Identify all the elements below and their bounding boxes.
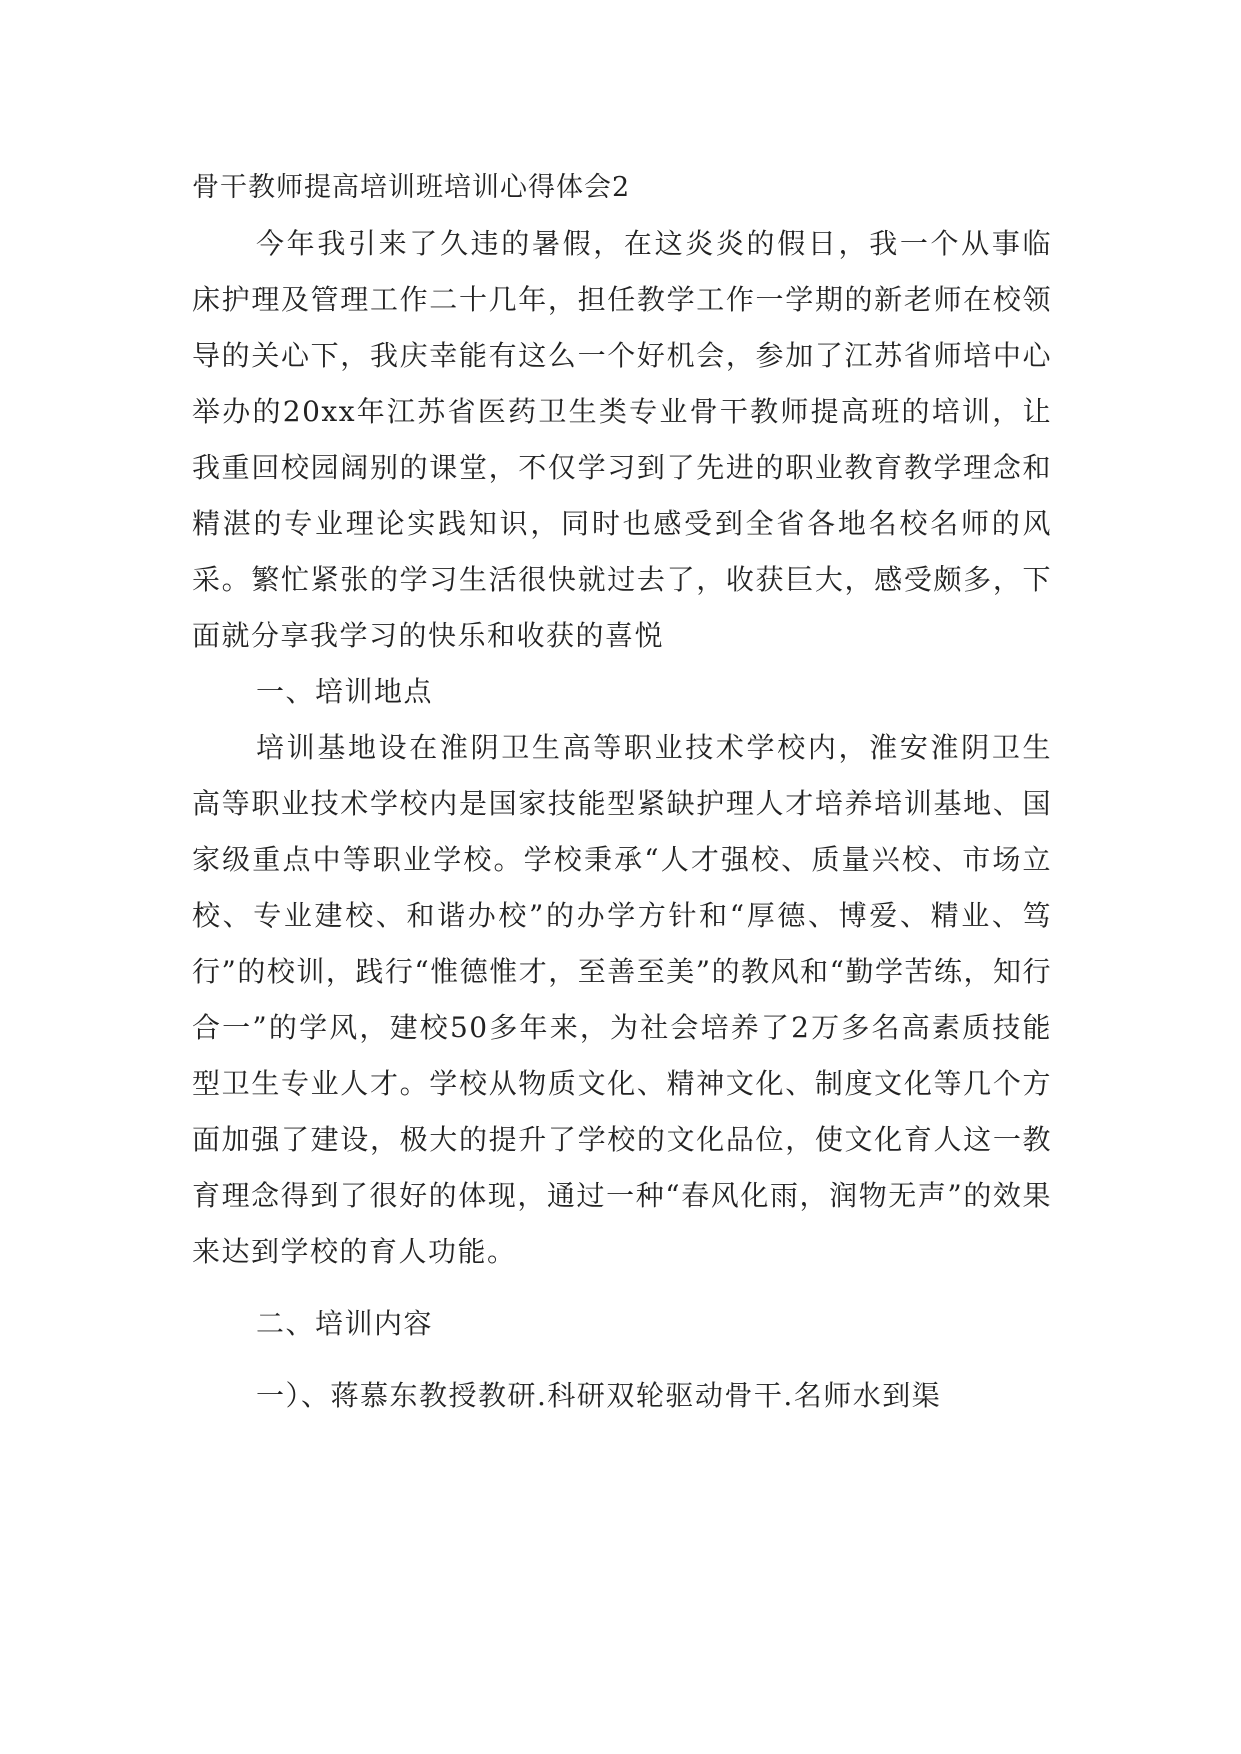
paragraph-gap: [192, 1280, 1052, 1296]
content-subsection-1: 一）、蒋慕东教授教研.科研双轮驱动骨干.名师水到渠: [256, 1379, 942, 1412]
section-heading-location: 一、培训地点: [256, 675, 434, 708]
section-heading-content: 二、培训内容: [256, 1307, 434, 1340]
location-paragraph: 培训基地设在淮阴卫生高等职业技术学校内，淮安淮阴卫生高等职业技术学校内是国家技能型紧缺护理人才培养培训基地、国家级重点中等职业学校。学校秉承“人才强校、质量兴校、市场立校、专业建校、和谐办校”的办学方针和“厚德、博爱、精业、笃行”的校训，践行“惟德惟才，至善至美”的教风和“勤学苦练，知行合一”的学风，建校50多年来，为社会培养了2万多名高素质技能型卫生专业人才。学校从物质文化、精神文化、制度文化等几个方面加强了建设，极大的提升了学校的文化品位，使文化育人这一教育理念得到了很好的体现，通过一种“春风化雨，润物无声”的效果来达到学校的育人功能。: [192, 731, 1052, 1268]
document-title: 骨干教师提高培训班培训心得体会2: [192, 172, 631, 203]
document-body: [192, 160, 1052, 1424]
paragraph-gap: [192, 1352, 1052, 1368]
intro-paragraph: 今年我引来了久违的暑假，在这炎炎的假日，我一个从事临床护理及管理工作二十几年，担任教学工作一学期的新老师在校领导的关心下，我庆幸能有这么一个好机会，参加了江苏省师培中心举办的20xx年江苏省医药卫生类专业骨干教师提高班的培训，让我重回校园阔别的课堂，不仅学习到了先进的职业教育教学理念和精湛的专业理论实践知识，同时也感受到全省各地名校名师的风采。繁忙紧张的学习生活很快就过去了，收获巨大，感受颇多，下面就分享我学习的快乐和收获的喜悦: [192, 227, 1052, 652]
